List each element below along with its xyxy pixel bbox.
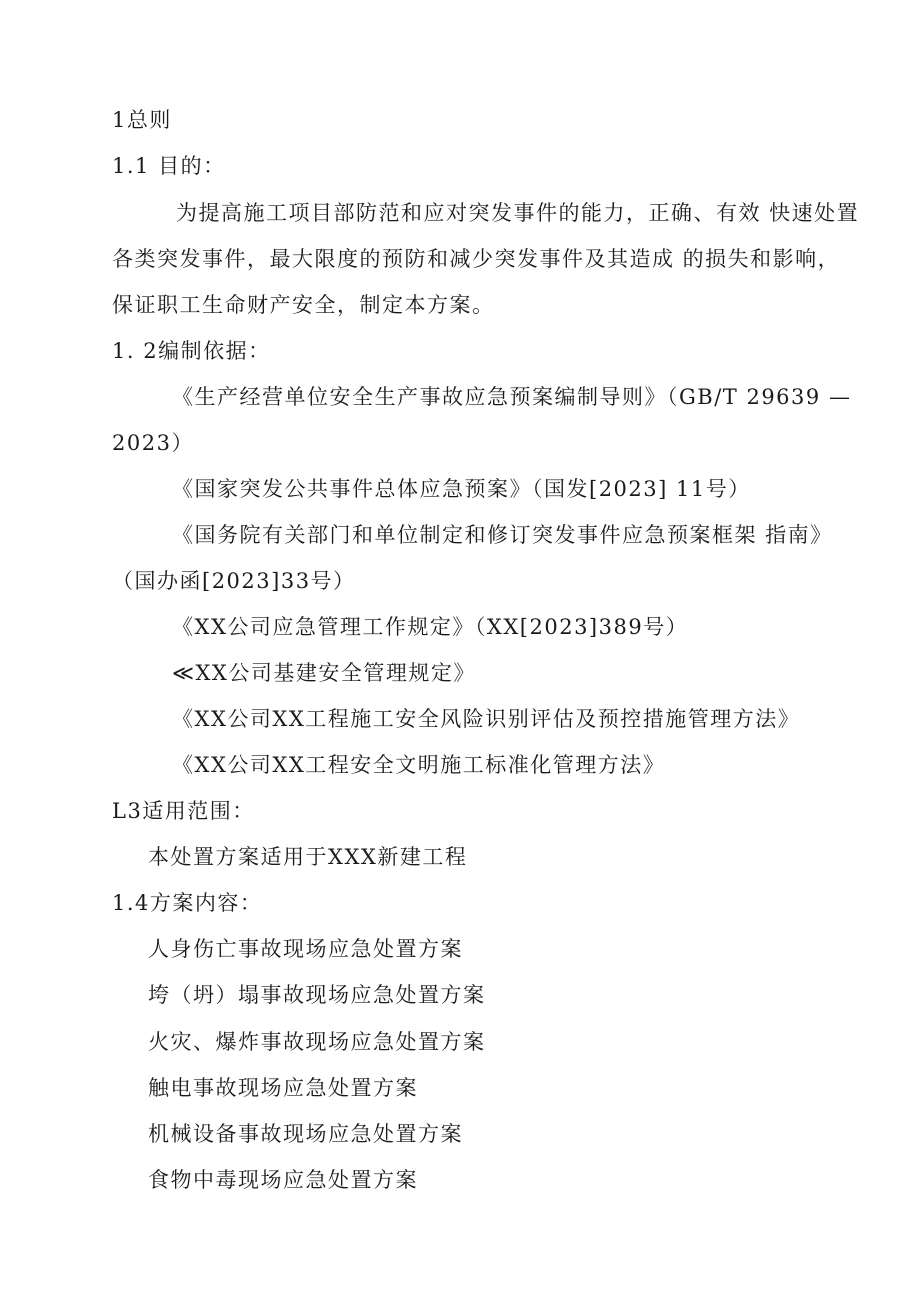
purpose-paragraph-line-1: 为提高施工项目部防范和应对突发事件的能力，正确、有效 快速处置 <box>176 201 860 225</box>
section-1-heading: 1总则 <box>112 108 172 132</box>
section-1-2-heading: 1. 2编制依据： <box>112 339 271 363</box>
plan-item: 触电事故现场应急处置方案 <box>148 1076 418 1100</box>
plan-item: 垮（坍）塌事故现场应急处置方案 <box>148 983 486 1007</box>
plan-item: 机械设备事故现场应急处置方案 <box>148 1122 463 1146</box>
basis-item-1-line-1: 《生产经营单位安全生产事故应急预案编制导则》（GB/T 29639 — <box>172 385 852 409</box>
section-1-1-heading: 1.1 目的： <box>112 154 226 178</box>
section-1-3-heading: L3适用范围： <box>112 799 255 823</box>
basis-item-5: ≪XX公司基建安全管理规定》 <box>172 661 476 685</box>
basis-item-2: 《国家突发公共事件总体应急预案》（国发[2023] 11号） <box>172 477 751 501</box>
plan-item: 食物中毒现场应急处置方案 <box>148 1168 418 1192</box>
plan-item: 火灾、爆炸事故现场应急处置方案 <box>148 1030 486 1054</box>
basis-item-6: 《XX公司XX工程施工安全风险识别评估及预控措施管理方法》 <box>172 707 801 731</box>
basis-item-3-line-2: （国办函[2023]33号） <box>112 569 356 593</box>
purpose-paragraph-line-2: 各类突发事件，最大限度的预防和减少突发事件及其造成 的损失和影响， <box>112 247 841 271</box>
basis-item-1-line-2: 2023） <box>112 431 194 455</box>
basis-item-4: 《XX公司应急管理工作规定》（XX[2023]389号） <box>172 615 689 639</box>
basis-item-7: 《XX公司XX工程安全文明施工标准化管理方法》 <box>172 753 666 777</box>
basis-item-3-line-1: 《国务院有关部门和单位制定和修订突发事件应急预案框架 指南》 <box>172 523 833 547</box>
section-1-4-heading: 1.4方案内容： <box>112 891 263 915</box>
plan-item: 人身伤亡事故现场应急处置方案 <box>148 937 463 961</box>
purpose-paragraph-line-3: 保证职工生命财产安全，制定本方案。 <box>112 293 495 317</box>
scope-text: 本处置方案适用于XXX新建工程 <box>148 845 468 869</box>
